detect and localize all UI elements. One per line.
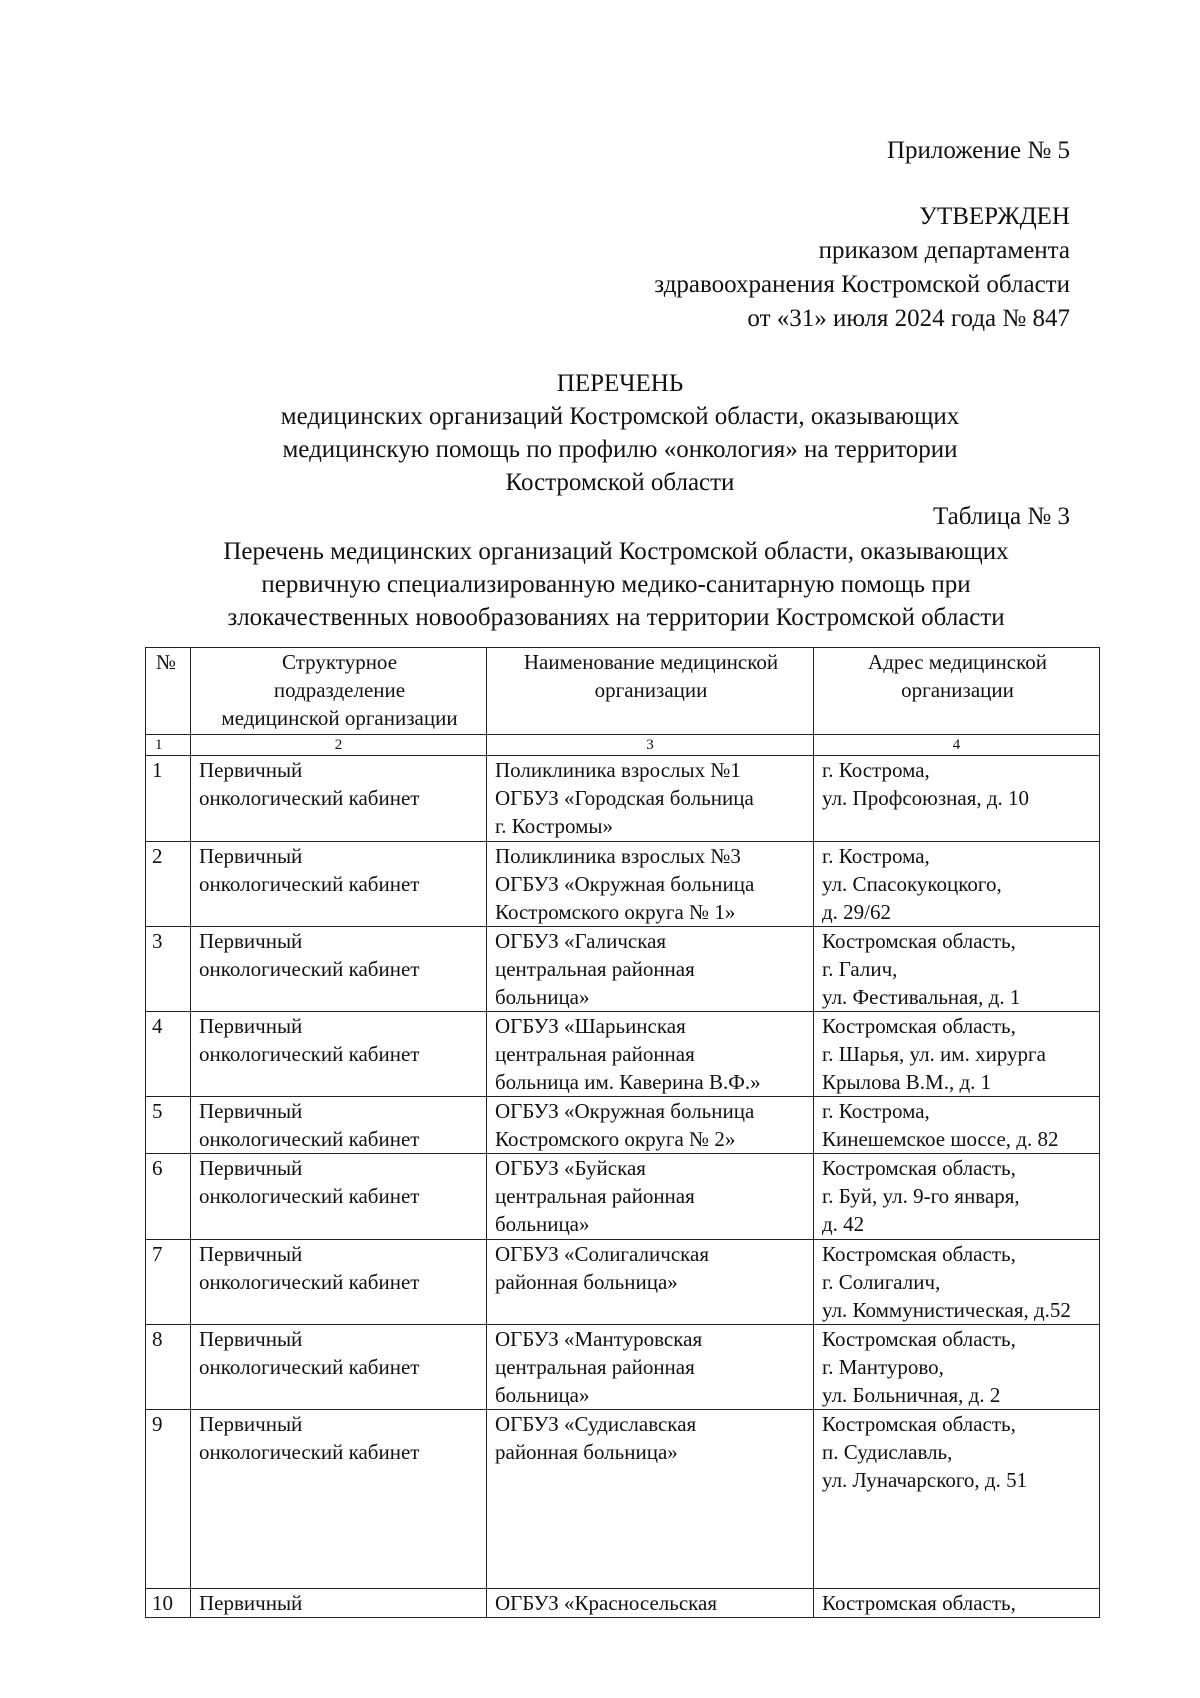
table-row	[146, 1154, 1100, 1240]
table-row	[146, 1325, 1100, 1410]
table-header-row	[146, 648, 1100, 735]
row-unit: Первичный онкологический кабинет	[191, 1325, 487, 1410]
row-organization: Поликлиника взрослых №1 ОГБУЗ «Городская больница г. Костромы»	[487, 756, 814, 842]
row-unit: Первичный онкологический кабинет	[191, 927, 487, 1012]
row-organization: ОГБУЗ «Солигаличская районная больница»	[487, 1240, 814, 1325]
row-number: 7	[146, 1240, 191, 1325]
table-row	[146, 1589, 1100, 1618]
row-address: Костромская область, г. Мантурово, ул. Больничная, д. 2	[814, 1325, 1100, 1410]
row-unit: Первичный онкологический кабинет	[191, 1097, 487, 1154]
row-unit: Первичный онкологический кабинет	[191, 1240, 487, 1325]
organizations-table	[145, 647, 1100, 1618]
order-line-1: приказом департамента	[818, 237, 1070, 264]
row-organization: ОГБУЗ «Судиславская районная больница»	[487, 1410, 814, 1589]
appendix-label: Приложение № 5	[886, 137, 1070, 164]
row-address: Костромская область, г. Буй, ул. 9-го января, д. 42	[814, 1154, 1100, 1240]
table-row	[146, 1012, 1100, 1097]
caption-line-1: Перечень медицинских организаций Костромской области, оказывающих	[223, 538, 1009, 565]
row-number: 8	[146, 1325, 191, 1410]
caption-line-3: злокачественных новообразованиях на территории Костромской области	[227, 604, 1005, 631]
column-number: 1	[146, 735, 191, 756]
row-unit: Первичный онкологический кабинет	[191, 842, 487, 927]
row-address: Костромская область, г. Солигалич, ул. Коммунистическая, д.52	[814, 1240, 1100, 1325]
row-number: 6	[146, 1154, 191, 1240]
row-number: 3	[146, 927, 191, 1012]
row-unit: Первичный онкологический кабинет	[191, 1012, 487, 1097]
row-organization: ОГБУЗ «Шарьинская центральная районная больница им. Каверина В.Ф.»	[487, 1012, 814, 1097]
table-number: Таблица № 3	[932, 503, 1070, 530]
column-number-row	[146, 735, 1100, 756]
header-organization: Наименование медицинской организации	[487, 648, 814, 735]
row-number: 1	[146, 756, 191, 842]
table-row	[146, 842, 1100, 927]
row-organization: ОГБУЗ «Буйская центральная районная больница»	[487, 1154, 814, 1240]
table-row	[146, 756, 1100, 842]
row-organization: ОГБУЗ «Галичская центральная районная больница»	[487, 927, 814, 1012]
table-row	[146, 1097, 1100, 1154]
row-address: Костромская область, г. Шарья, ул. им. хирурга Крылова В.М., д. 1	[814, 1012, 1100, 1097]
row-number: 5	[146, 1097, 191, 1154]
row-address: г. Кострома, ул. Спасокукоцкого, д. 29/62	[814, 842, 1100, 927]
column-number: 3	[487, 735, 814, 756]
table-row	[146, 1410, 1100, 1589]
title-line-2: медицинскую помощь по профилю «онкология» на территории	[282, 436, 958, 463]
row-organization: ОГБУЗ «Красносельская	[487, 1589, 814, 1618]
header-address: Адрес медицинской организации	[814, 648, 1100, 735]
order-line-2: здравоохранения Костромской области	[654, 271, 1070, 298]
title-line-1: медицинских организаций Костромской области, оказывающих	[280, 403, 960, 430]
header-number: №	[146, 648, 191, 735]
row-unit: Первичный онкологический кабинет	[191, 756, 487, 842]
row-number: 10	[146, 1589, 191, 1618]
table-row	[146, 1240, 1100, 1325]
table-row	[146, 927, 1100, 1012]
row-address: Костромская область,	[814, 1589, 1100, 1618]
row-number: 4	[146, 1012, 191, 1097]
row-address: г. Кострома, Кинешемское шоссе, д. 82	[814, 1097, 1100, 1154]
title-line-3: Костромской области	[505, 469, 735, 496]
row-unit: Первичный	[191, 1589, 487, 1618]
row-organization: Поликлиника взрослых №3 ОГБУЗ «Окружная больница Костромского округа № 1»	[487, 842, 814, 927]
row-number: 9	[146, 1410, 191, 1589]
column-number: 4	[814, 735, 1100, 756]
column-number: 2	[191, 735, 487, 756]
document-title: ПЕРЕЧЕНЬ	[556, 370, 684, 397]
row-number: 2	[146, 842, 191, 927]
header-unit: Структурное подразделение медицинской организации	[191, 648, 487, 735]
row-organization: ОГБУЗ «Окружная больница Костромского округа № 2»	[487, 1097, 814, 1154]
row-unit: Первичный онкологический кабинет	[191, 1410, 487, 1589]
row-address: г. Кострома, ул. Профсоюзная, д. 10	[814, 756, 1100, 842]
row-organization: ОГБУЗ «Мантуровская центральная районная больница»	[487, 1325, 814, 1410]
caption-line-2: первичную специализированную медико-санитарную помощь при	[261, 571, 971, 598]
row-unit: Первичный онкологический кабинет	[191, 1154, 487, 1240]
row-address: Костромская область, г. Галич, ул. Фестивальная, д. 1	[814, 927, 1100, 1012]
order-line-3: от «31» июля 2024 года № 847	[747, 305, 1070, 332]
row-address: Костромская область, п. Судиславль, ул. Луначарского, д. 51	[814, 1410, 1100, 1589]
approved-label: УТВЕРЖДЕН	[919, 203, 1070, 230]
